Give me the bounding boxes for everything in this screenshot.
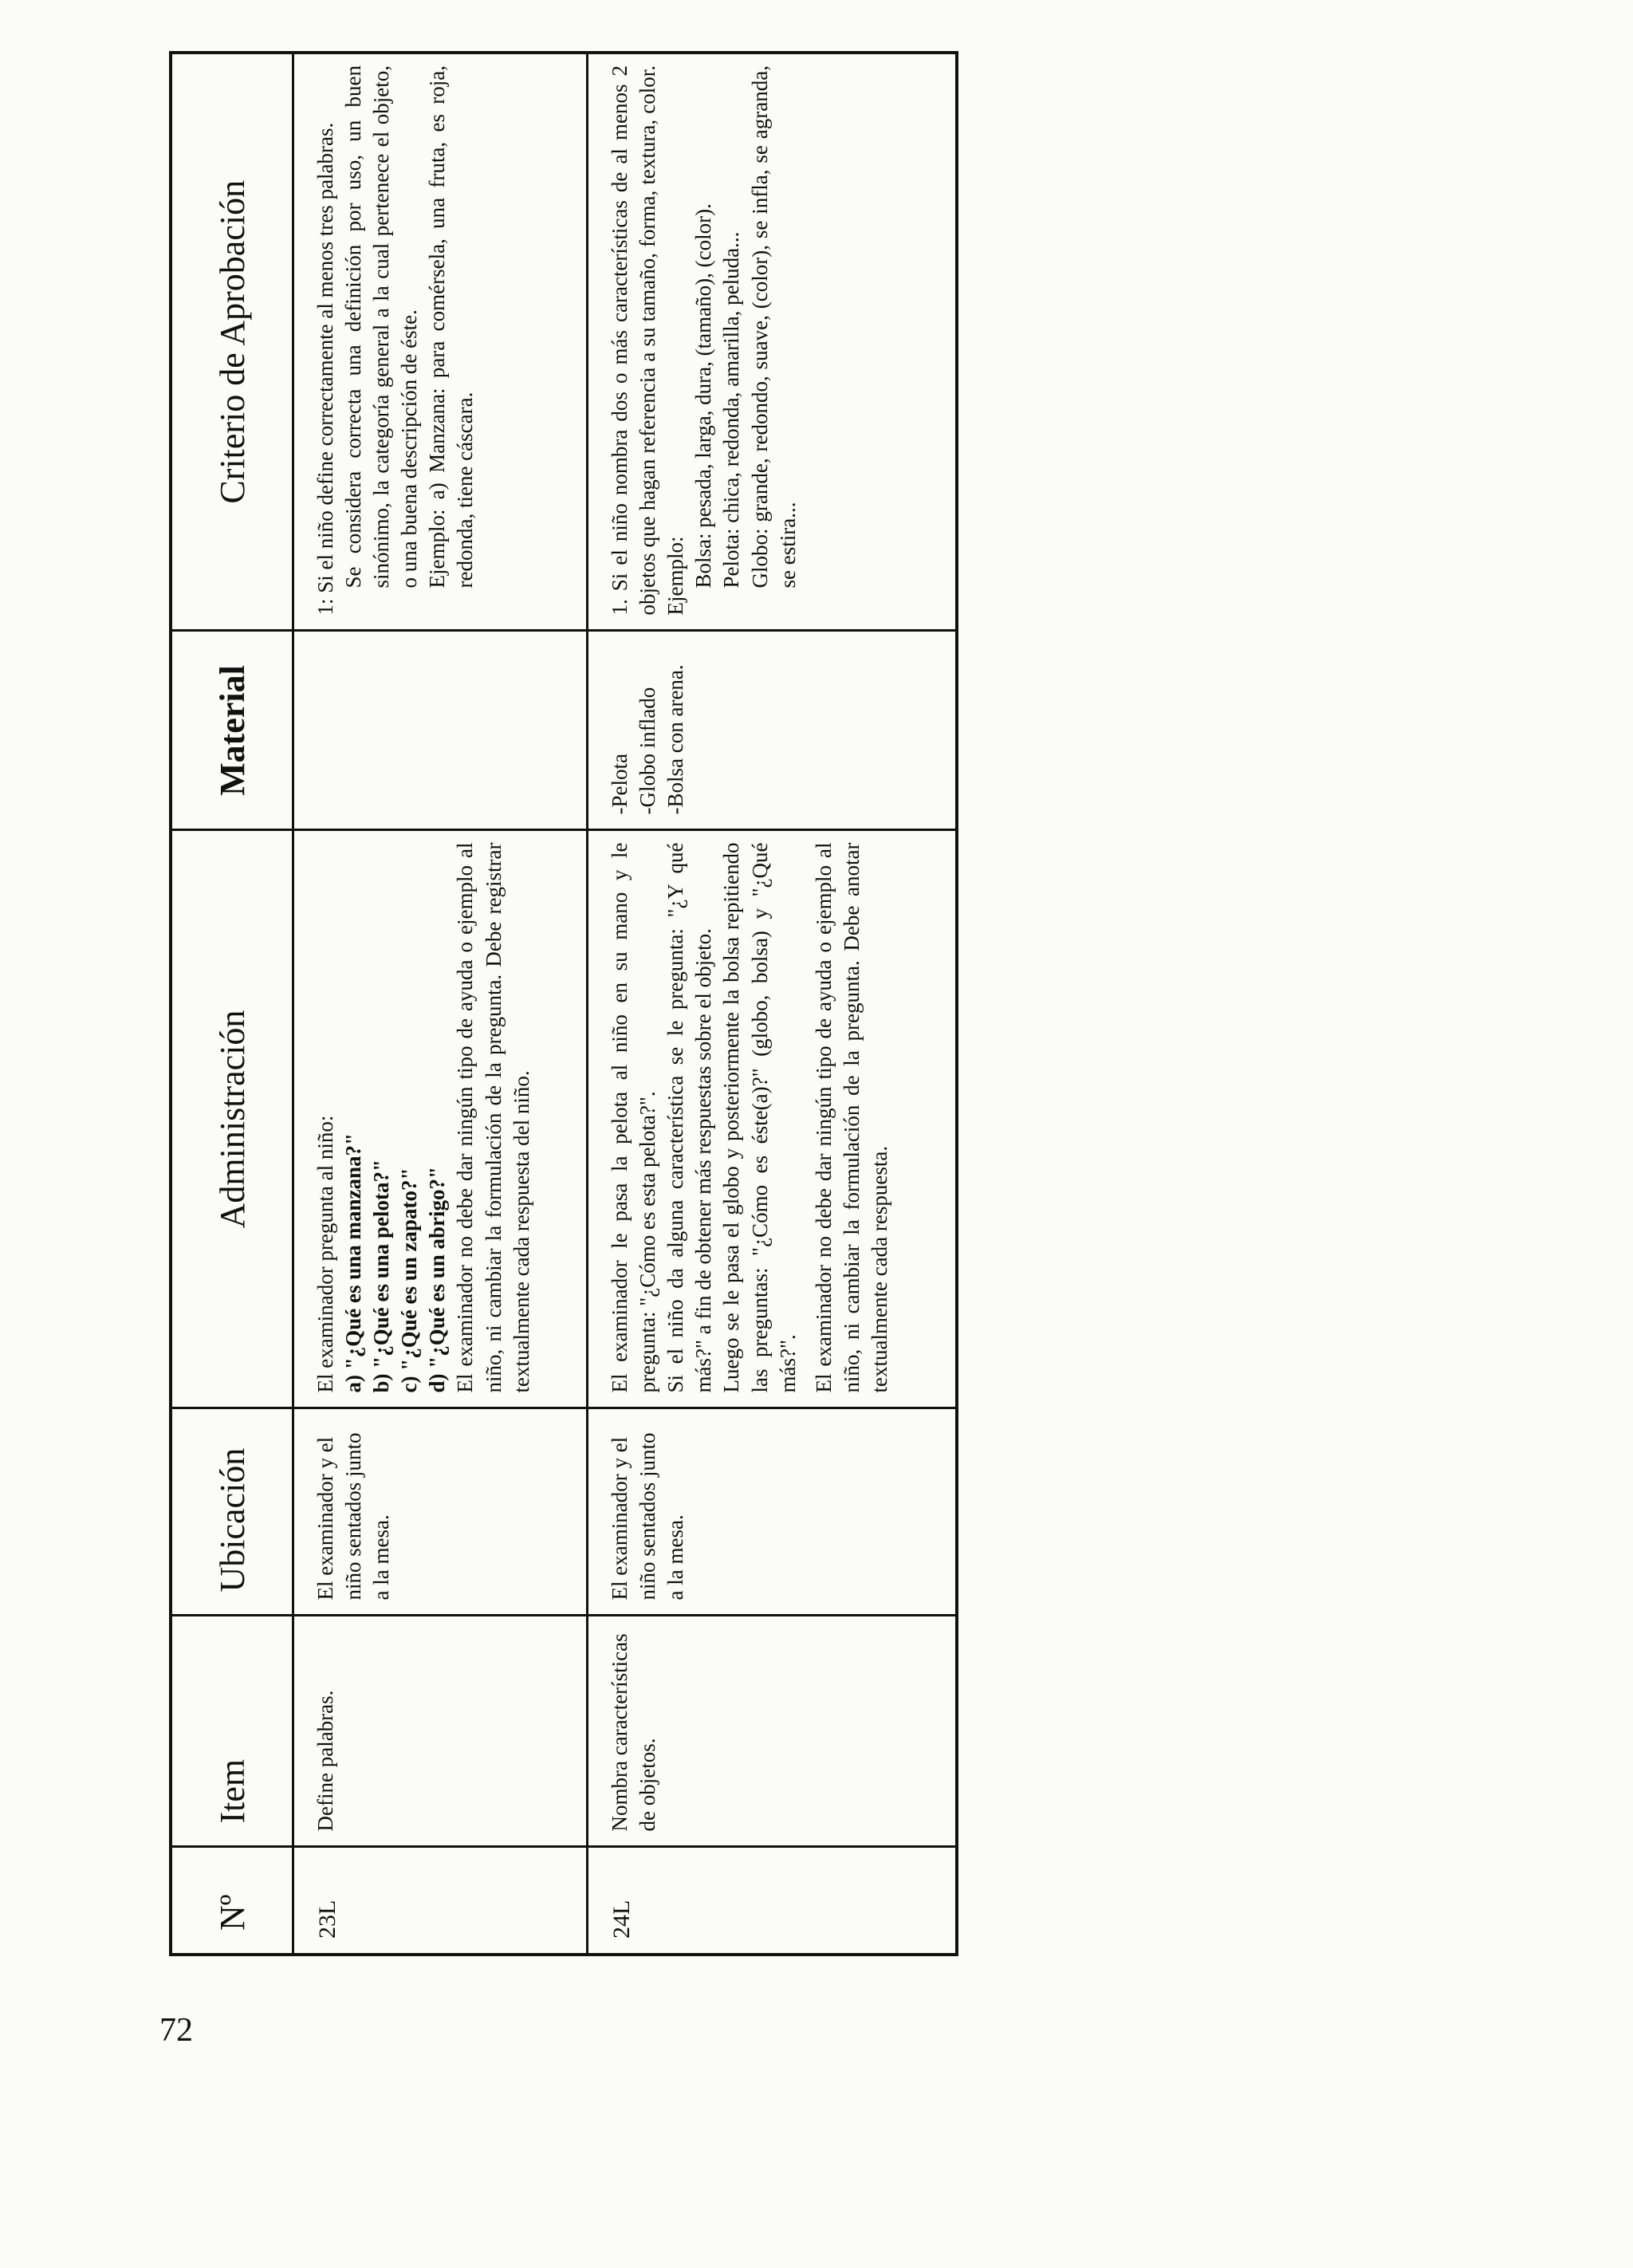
admin-paragraph: Si el niño da alguna característica se le pregunta: "¿Y qué más?" a fin de obtener más respuestas sobre el objeto.	[663, 842, 716, 1393]
header-item: Item	[171, 1616, 293, 1847]
criterio-line: 1: Si el niño define correctamente al menos tres palabras.	[313, 122, 337, 616]
admin-question: b) "¿Qué es una pelota?"	[369, 1159, 394, 1393]
header-row	[171, 53, 293, 1955]
row-ubicacion: El examinador y el niño sentados junto a la mesa.	[588, 1408, 957, 1616]
admin-note: El examinador no debe dar ningún tipo de ayuda o ejemplo al niño, ni cambiar la formulación de la pregunta. Debe anotar textualmente cada respuesta.	[811, 842, 891, 1393]
header-material	[171, 631, 293, 830]
admin-paragraph: Luego se le pasa el globo y posteriormente la bolsa repitiendo las preguntas: "¿Cómo es éste(a)?" (globo, bolsa) y "¿Qué más?".	[719, 842, 800, 1393]
header-ubicacion: Ubicación	[171, 1408, 293, 1616]
row-criterio	[293, 53, 588, 631]
admin-intro: El examinador pregunta al niño:	[313, 1115, 337, 1393]
row-item: Nombra características de objetos.	[588, 1616, 957, 1847]
row-number: 24L	[588, 1847, 957, 1955]
rotated-table-wrapper	[169, 54, 958, 1956]
admin-question: d) "¿Qué es un abrigo?"	[425, 1166, 450, 1393]
evaluation-table	[169, 51, 958, 1956]
criterio-line: Globo: grande, redondo, suave, (color), se infla, se agranda, se estira...	[747, 65, 800, 589]
header-criterio: Criterio de Aprobación	[171, 53, 293, 631]
criterio-line: 1. Si el niño nombra dos o más características de al menos 2 objetos que hagan referencia a su tamaño, forma, textura, color. Ejemplo:	[608, 65, 688, 616]
table-row-23l	[293, 53, 588, 1955]
row-administracion	[588, 830, 957, 1408]
criterio-line: Se considera correcta una definición por uso, un buen sinónimo, la categoría general a la cual pertenece el objeto, o una buena descripción de éste.	[341, 65, 422, 589]
header-administracion: Administración	[171, 830, 293, 1408]
row-administracion	[293, 830, 588, 1408]
material-item: -Bolsa con arena.	[663, 664, 688, 815]
row-criterio	[588, 53, 957, 631]
material-item: -Pelota	[608, 754, 632, 815]
row-material	[588, 631, 957, 830]
row-material	[293, 631, 588, 830]
row-item: Define palabras.	[293, 1616, 588, 1847]
table-row-24l	[588, 53, 957, 1955]
admin-note: El examinador no debe dar ningún tipo de ayuda o ejemplo al niño, ni cambiar la formulación de la pregunta. Debe registrar textualmente cada respuesta del niño.	[453, 842, 533, 1393]
admin-question: c) "¿Qué es un zapato?"	[397, 1167, 422, 1393]
row-ubicacion: El examinador y el niño sentados junto a la mesa.	[293, 1408, 588, 1616]
material-item: -Globo inflado	[635, 687, 660, 815]
page-number: 72	[159, 2012, 193, 2049]
criterio-line: Pelota: chica, redonda, amarilla, peluda...	[719, 231, 744, 589]
criterio-line: Bolsa: pesada, larga, dura, (tamaño), (color).	[691, 203, 716, 589]
criterio-line: Ejemplo: a) Manzana: para comérsela, una fruta, es roja, redonda, tiene cáscara.	[425, 65, 478, 589]
admin-question: a) "¿Qué es una manzana?"	[341, 1132, 366, 1393]
admin-paragraph: El examinador le pasa la pelota al niño en su mano y le pregunta: "¿Cómo es esta pelota?".	[608, 842, 660, 1393]
header-material-label: Material	[212, 665, 252, 796]
header-num: Nº	[171, 1847, 293, 1955]
row-number: 23L	[293, 1847, 588, 1955]
